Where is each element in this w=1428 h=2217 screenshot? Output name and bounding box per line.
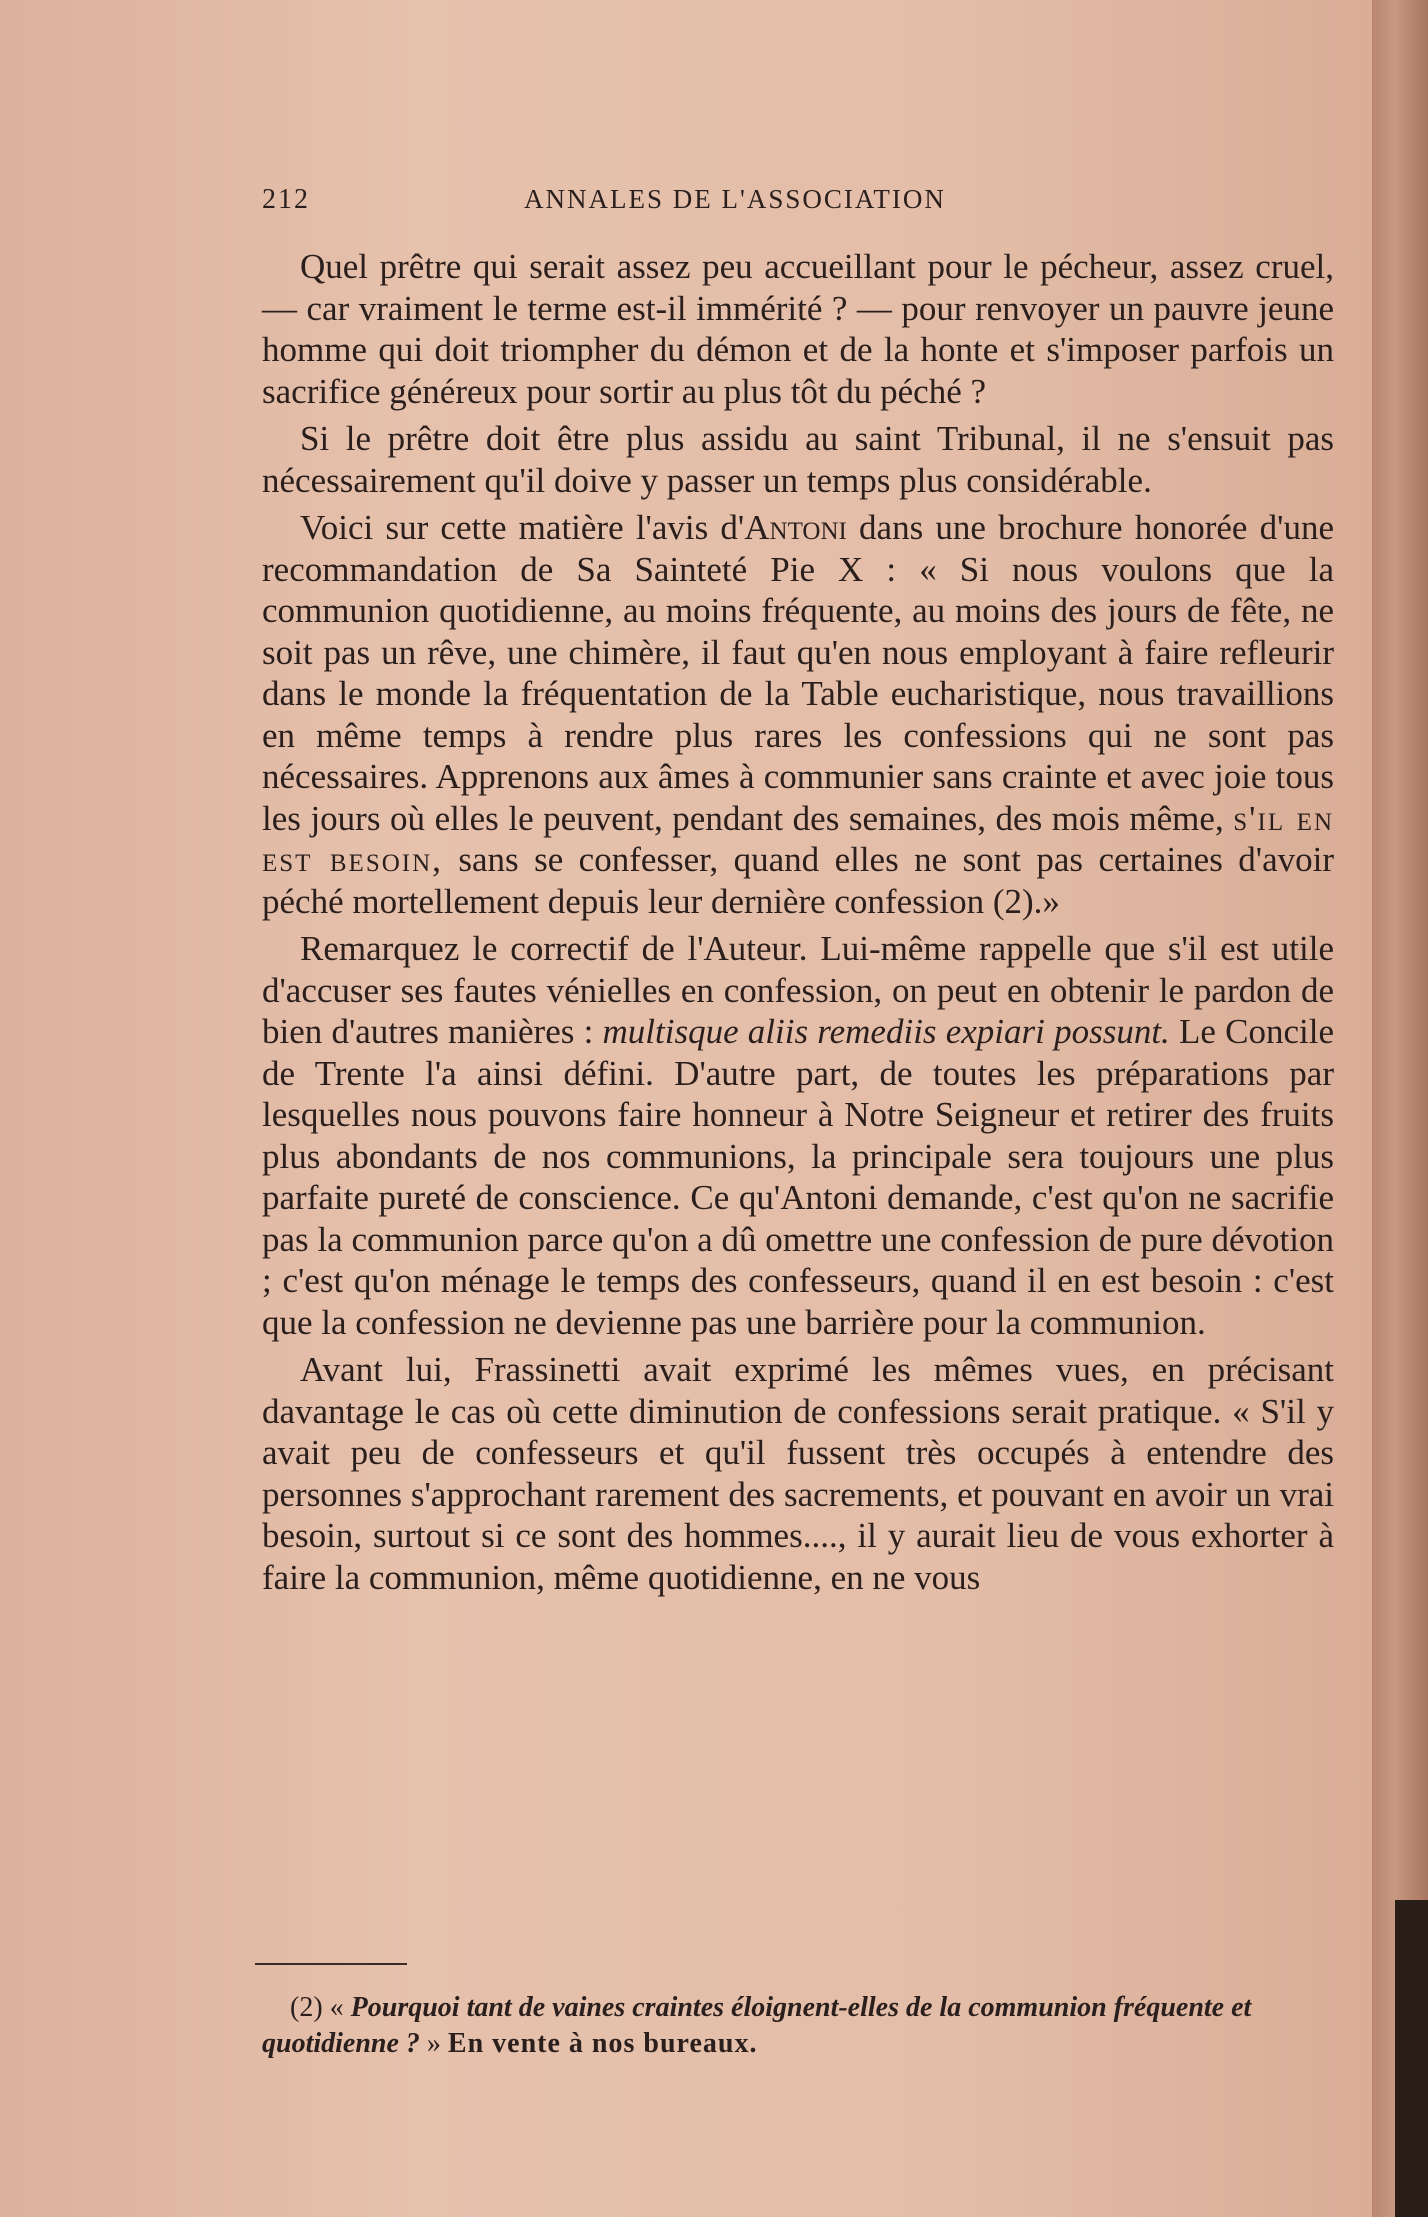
paragraph-3 [262,507,1334,922]
footnote-note: En vente à nos bureaux. [447,2028,758,2059]
footnote-title: Pourquoi tant de vaines craintes éloignent-elles de la communion fréquente et quotidienne ? [262,1992,1252,2059]
paragraph-4-text-b: Le Concile de Trente l'a ainsi défini. D'autre part, de toutes les préparations par lesquelles nous pouvons faire honneur à Notre Seigneur et retirer des fruits plus abondants de nos communions, la principale sera toujours une plus parfaite pureté de conscience. Ce qu'Antoni demande, c'est qu'on ne sacrifie pas la communion parce qu'on a dû omettre une confession de pure dévotion ; c'est qu'on ménage le temps des confesseurs, quand il en est besoin : c'est que la confession ne devienne pas une barrière pour la communion. [262,1012,1334,1342]
page-edge [1372,0,1428,2217]
paragraph-2: Si le prêtre doit être plus assidu au saint Tribunal, il ne s'ensuit pas nécessairement qu'il doive y passer un temps plus considérable. [262,419,1334,500]
binding-shadow [1395,1900,1428,2217]
paragraph-5: Avant lui, Frassinetti avait exprimé les mêmes vues, en précisant davantage le cas où cette diminution de confessions serait pratique. « S'il y avait peu de confesseurs et qu'il fussent très occupés à entendre des personnes s'approchant rarement des sacrements, et pouvant en avoir un vrai besoin, surtout si ce sont des hommes...., il y aurait lieu de vous exhorter à faire la communion, même quotidienne, en ne vous [262,1350,1334,1597]
page-number: 212 [262,184,310,215]
latin-quote: multisque aliis remediis expiari possunt. [602,1012,1170,1051]
paragraph-3-text-b: dans une brochure honorée d'une recommandation de Sa Sainteté Pie X : « Si nous voulons que la communion quotidienne, au moins fréquente, au moins des jours de fête, ne soit pas un rêve, une chimère, il faut qu'en nous employant à faire refleurir dans le monde la fréquentation de la Table eucharistique, nous travaillions en même temps à rendre plus rares les confessions qui ne sont pas nécessaires. Apprenons aux âmes à communier sans crainte et avec joie tous les jours où elles le peuvent, pendant des semaines, des mois même, [262,508,1334,838]
footnote-open-quote: « [329,1992,344,2023]
footnote-close-quote: » [426,2028,441,2059]
footnote-rule [255,1963,407,1965]
paragraph-1: Quel prêtre qui serait assez peu accueillant pour le pécheur, assez cruel, — car vraiment le terme est-il immérité ? — pour renvoyer un pauvre jeune homme qui doit triompher du démon et de la honte et s'imposer parfois un sacrifice généreux pour sortir au plus tôt du péché ? [262,247,1334,411]
author-name-antoni: Antoni [744,508,847,547]
footnote [262,1990,1334,2062]
body-text [262,246,1334,1604]
page-header [262,184,1342,224]
paragraph-3-text-c: sans se confesser, quand elles ne sont pas certaines d'avoir péché mortellement depuis leur dernière confession (2).» [262,840,1334,921]
footnote-marker: (2) [290,1992,323,2023]
paragraph-4 [262,928,1334,1343]
emphasis-caps: s'il en est besoin, [262,798,1334,879]
paragraph-4-text-a: Remarquez le correctif de l'Auteur. Lui-même rappelle que s'il est utile d'accuser ses fautes vénielles en confession, on peut en obtenir le pardon de bien d'autres manières : [262,929,1334,1051]
running-head: ANNALES DE L'ASSOCIATION [524,184,946,214]
paragraph-3-text-a: Voici sur cette matière l'avis d' [300,508,745,547]
